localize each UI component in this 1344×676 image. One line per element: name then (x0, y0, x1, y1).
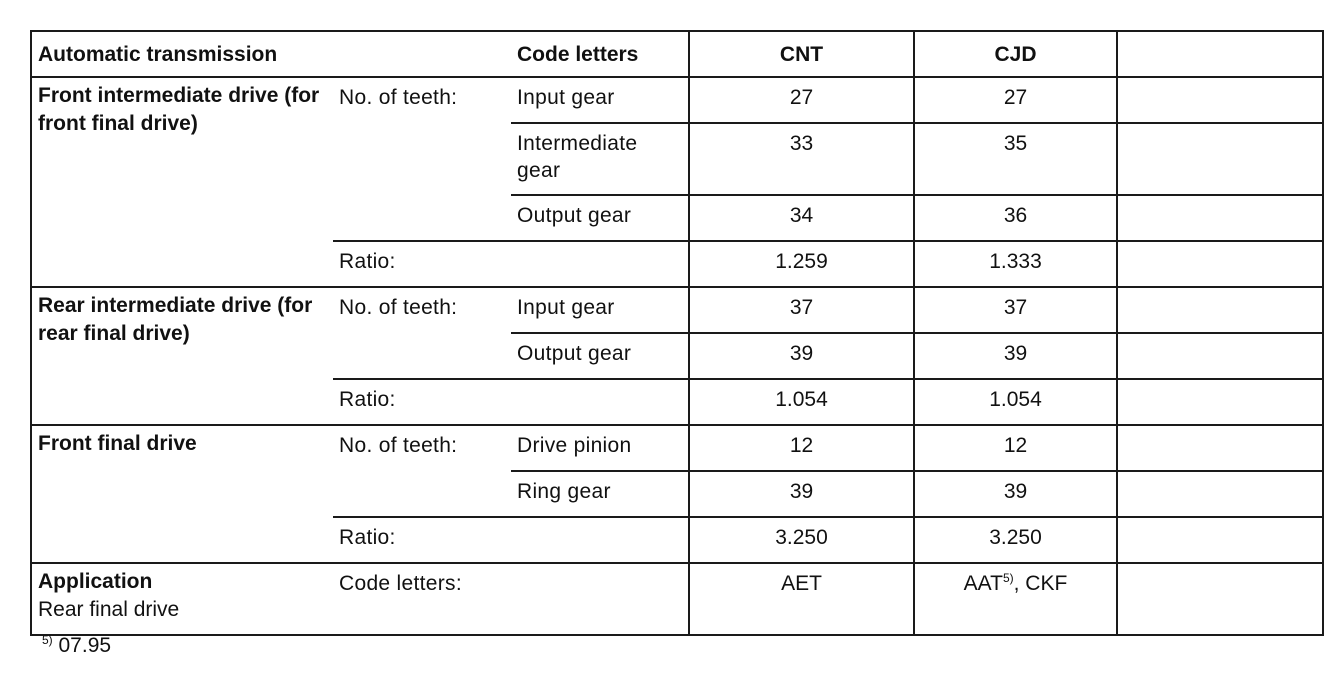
value-empty (1117, 241, 1323, 287)
teeth-label: No. of teeth: (333, 287, 511, 379)
value-cnt: 12 (689, 425, 914, 471)
value-empty (1117, 333, 1323, 379)
group-application (31, 563, 333, 635)
item-label: Drive pinion (511, 425, 689, 471)
teeth-label: No. of teeth: (333, 77, 511, 241)
header-col-cnt: CNT (689, 31, 914, 77)
value-cnt: 39 (689, 471, 914, 517)
table-row (31, 287, 1323, 333)
value-empty (1117, 287, 1323, 333)
application-cjd (914, 563, 1117, 635)
ratio-cnt: 3.250 (689, 517, 914, 563)
application-title: Application (38, 570, 153, 593)
value-empty (1117, 471, 1323, 517)
item-label: Output gear (511, 195, 689, 241)
footnote-text: 07.95 (52, 634, 112, 657)
value-cjd: 27 (914, 77, 1117, 123)
value-empty (1117, 77, 1323, 123)
ratio-cjd: 1.333 (914, 241, 1117, 287)
ratio-cnt: 1.259 (689, 241, 914, 287)
value-empty (1117, 195, 1323, 241)
header-row (31, 31, 1323, 77)
value-cnt: 34 (689, 195, 914, 241)
group-rear-intermediate: Rear intermediate drive (for rear final drive) (31, 287, 333, 425)
header-spacer (333, 31, 511, 77)
footnote-marker: 5) (42, 633, 53, 647)
value-cjd: 36 (914, 195, 1117, 241)
value-cnt: 27 (689, 77, 914, 123)
table-row (31, 563, 1323, 635)
value-cnt: 33 (689, 123, 914, 195)
item-label: Intermediate gear (511, 123, 689, 195)
value-empty (1117, 563, 1323, 635)
application-cjd-main: AAT (963, 572, 1003, 595)
value-empty (1117, 123, 1323, 195)
value-cnt: 37 (689, 287, 914, 333)
value-empty (1117, 425, 1323, 471)
group-front-intermediate: Front intermediate drive (for front final drive) (31, 77, 333, 287)
value-cjd: 37 (914, 287, 1117, 333)
ratio-label: Ratio: (333, 379, 689, 425)
value-cnt: 39 (689, 333, 914, 379)
value-cjd: 39 (914, 471, 1117, 517)
application-subtitle: Rear final drive (38, 598, 180, 621)
item-label: Ring gear (511, 471, 689, 517)
ratio-label: Ratio: (333, 517, 689, 563)
header-code-letters: Code letters (511, 31, 689, 77)
item-label: Input gear (511, 287, 689, 333)
value-empty (1117, 517, 1323, 563)
application-cjd-rest: , CKF (1013, 572, 1068, 595)
ratio-label: Ratio: (333, 241, 689, 287)
value-cjd: 39 (914, 333, 1117, 379)
specification-table (30, 30, 1324, 636)
code-letters-label: Code letters: (333, 563, 689, 635)
footnote-reference: 5) (1002, 571, 1014, 585)
value-cjd: 12 (914, 425, 1117, 471)
header-col-empty (1117, 31, 1323, 77)
ratio-cjd: 3.250 (914, 517, 1117, 563)
footnote (42, 634, 111, 658)
item-label: Input gear (511, 77, 689, 123)
header-col-cjd: CJD (914, 31, 1117, 77)
value-cjd: 35 (914, 123, 1117, 195)
item-label: Output gear (511, 333, 689, 379)
ratio-cjd: 1.054 (914, 379, 1117, 425)
group-front-final: Front final drive (31, 425, 333, 563)
table-row (31, 77, 1323, 123)
ratio-cnt: 1.054 (689, 379, 914, 425)
header-title: Automatic transmission (31, 31, 333, 77)
value-empty (1117, 379, 1323, 425)
application-cnt: AET (689, 563, 914, 635)
table-row (31, 425, 1323, 471)
teeth-label: No. of teeth: (333, 425, 511, 517)
